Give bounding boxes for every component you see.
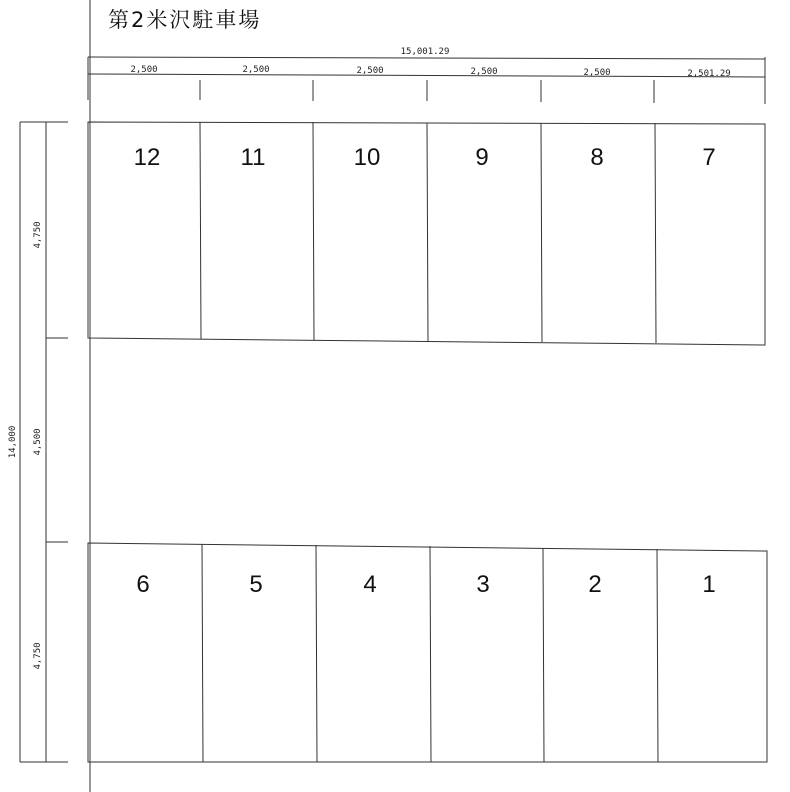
row-depth-label: 4,750 [33, 642, 43, 670]
overall-width-label: 15,001.29 [400, 47, 450, 57]
column-width-label: 2,500 [242, 65, 270, 75]
parking-space-number: 11 [240, 144, 266, 171]
column-width-label: 2,500 [470, 67, 498, 77]
segment-dimension-line [88, 74, 765, 77]
bottom-row-outline [88, 543, 767, 762]
column-width-label: 2,501.29 [687, 69, 731, 79]
parking-space-number: 6 [136, 571, 150, 598]
column-width-label: 2,500 [583, 68, 611, 78]
column-width-label: 2,500 [130, 65, 158, 75]
aisle-depth-label: 4,500 [33, 428, 43, 456]
overall-width-dimension-line [88, 57, 765, 59]
column-width-label: 2,500 [356, 66, 384, 76]
parking-space-number: 2 [588, 571, 602, 598]
parking-space-number: 3 [476, 571, 490, 598]
parking-space-number: 1 [702, 571, 716, 598]
parking-space-number: 10 [353, 144, 381, 171]
parking-space-number: 7 [702, 144, 716, 171]
page-title: 第2米沢駐車場 [108, 8, 262, 32]
parking-space-number: 9 [475, 144, 489, 171]
parking-space-number: 4 [363, 571, 377, 598]
parking-space-number: 8 [590, 144, 604, 171]
row-depth-label: 4,750 [33, 221, 43, 249]
parking-space-number: 12 [133, 144, 161, 171]
top-row-outline [88, 122, 765, 345]
parking-space-number: 5 [249, 571, 263, 598]
overall-depth-label: 14,000 [8, 425, 18, 459]
